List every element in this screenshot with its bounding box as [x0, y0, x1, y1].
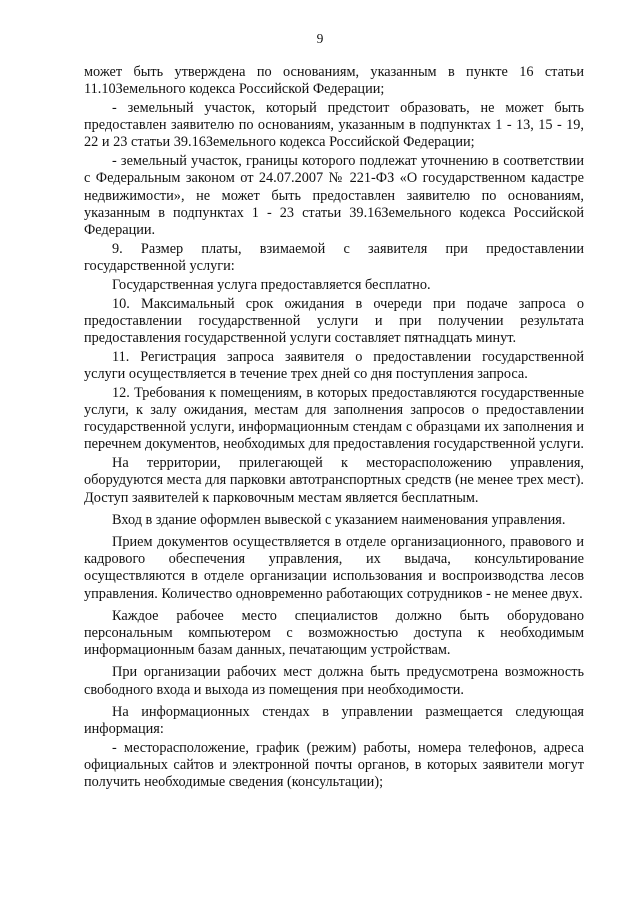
paragraph-1: может быть утверждена по основаниям, указанным в пункте 16 статьи 11.10Земельного кодекса Российской Федерации;: [84, 64, 584, 98]
paragraph-3: - земельный участок, границы которого подлежат уточнению в соответствии с Федеральным законом от 24.07.2007 № 221-ФЗ «О государственном кадастре недвижимости», не может быть предоставлен заявителю по основаниям, указанным в подпунктах 1 - 23 статьи 39.16Земельного кодекса Российской Федерации.: [84, 153, 584, 239]
page-number: 9: [316, 31, 324, 46]
paragraph-13: При организации рабочих мест должна быть предусмотрена возможность свободного входа и выхода из помещения при необходимости.: [84, 664, 584, 698]
paragraph-9: На территории, прилегающей к месторасположению управления, оборудуются места для парковки автотранспортных средств (не менее трех мест). Доступ заявителей к парковочным местам является бесплатным.: [84, 455, 584, 506]
paragraph-14: На информационных стендах в управлении размещается следующая информация:: [84, 703, 584, 738]
paragraph-7: 11. Регистрация запроса заявителя о предоставлении государственной услуги осуществляется в течение трех дней со дня поступления запроса.: [84, 348, 584, 383]
paragraph-12: Каждое рабочее место специалистов должно быть оборудовано персональным компьютером с возможностью доступа к необходимым информационным базам данных, печатающим устройствам.: [84, 607, 584, 659]
paragraph-2: - земельный участок, который предстоит образовать, не может быть предоставлен заявителю по основаниям, указанным в подпунктах 1 - 13, 15 - 19, 22 и 23 статьи 39.16Земельного кодекса Российской Федерации;: [84, 100, 584, 151]
paragraph-11: Прием документов осуществляется в отделе организационного, правового и кадрового обеспечения управления, их выдача, консультирование осуществляются в отделе организации использования и воспроизводства лесов управления. Количество одновременно работающих сотрудников - не менее двух.: [84, 534, 584, 602]
paragraph-15: - месторасположение, график (режим) работы, номера телефонов, адреса официальных сайтов и электронной почты органов, в которых заявители могут получить необходимые сведения (консультации);: [84, 739, 584, 791]
paragraph-4: 9. Размер платы, взимаемой с заявителя при предоставлении государственной услуги:: [84, 240, 584, 275]
document-body: [84, 64, 584, 793]
paragraph-5: Государственная услуга предоставляется бесплатно.: [112, 276, 431, 293]
paragraph-8: 12. Требования к помещениям, в которых предоставляются государственные услуги, к залу ожидания, местам для заполнения запросов о предоставлении государственной услуги, информационным стендам с образцами их заполнения и перечнем документов, необходимых для предоставления государственной услуги.: [84, 384, 584, 453]
paragraph-10: Вход в здание оформлен вывеской с указанием наименования управления.: [112, 511, 566, 528]
paragraph-6: 10. Максимальный срок ожидания в очереди при подаче запроса о предоставлении государственной услуги и при получении результата предоставления государственной услуги составляет пятнадцать минут.: [84, 295, 584, 347]
